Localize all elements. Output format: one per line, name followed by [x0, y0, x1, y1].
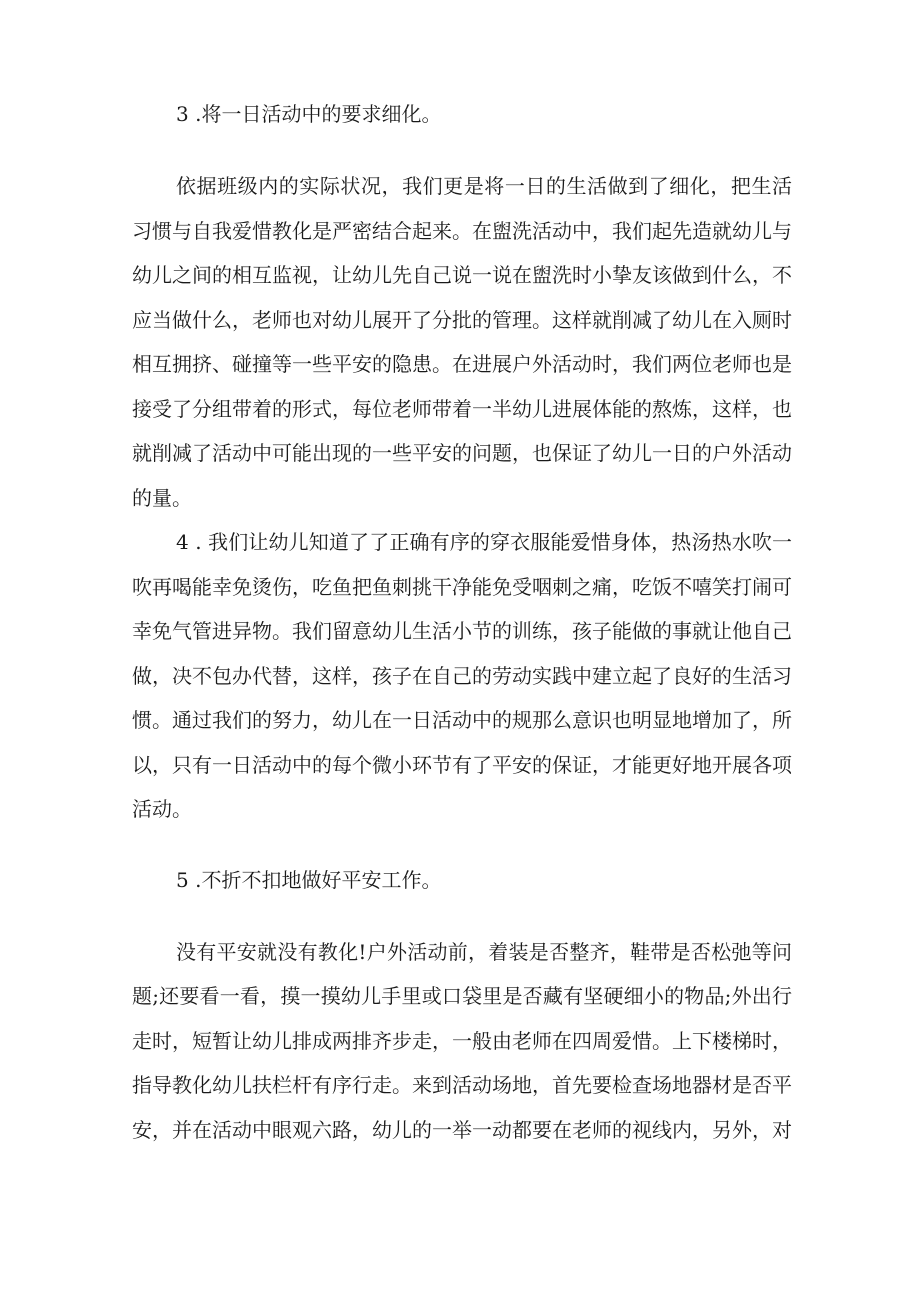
- paragraph-safety-work: 没有平安就没有教化!户外活动前，着装是否整齐，鞋带是否松弛等问题;还要看一看，摸一摸幼儿手里或口袋里是否藏有坚硬细小的物品;外出行走时，短暂让幼儿排成两排齐步走，一般由老师在四周爱惜。上下楼梯时，指导教化幼儿扶栏杆有序行走。来到活动场地，首先要检查场地器材是否平安，并在活动中眼观六路，幼儿的一举一动都要在老师的视线内，另外，对: [132, 939, 792, 1142]
- section-heading-5: 5 .不折不扣地做好平安工作。: [176, 867, 442, 892]
- paragraph-daily-routine: 依据班级内的实际状况，我们更是将一日的生活做到了细化，把生活习惯与自我爱惜教化是严密结合起来。在盥洗活动中，我们起先造就幼儿与幼儿之间的相互监视，让幼儿先自己说一说在盥洗时小挚友该做到什么，不应当做什么，老师也对幼儿展开了分批的管理。这样就削减了幼儿在入厕时相互拥挤、碰撞等一些平安的隐患。在进展户外活动时，我们两位老师也是接受了分组带着的形式，每位老师带着一半幼儿进展体能的熬炼，这样，也就削减了活动中可能出现的一些平安的问题，也保证了幼儿一日的户外活动的量。: [132, 174, 792, 510]
- document-page: [132, 92, 792, 1152]
- paragraph-item-4: 4 . 我们让幼儿知道了了正确有序的穿衣服能爱惜身体，热汤热水吹一吹再喝能幸免烫伤，吃鱼把鱼刺挑干净能免受咽刺之痛，吃饭不嘻笑打闹可幸免气管进异物。我们留意幼儿生活小节的训练，孩子能做的事就让他自己做，决不包办代替，这样，孩子在自己的劳动实践中建立起了良好的生活习惯。通过我们的努力，幼儿在一日活动中的规那么意识也明显地增加了，所以，只有一日活动中的每个微小环节有了平安的保证，才能更好地开展各项活动。: [132, 530, 792, 821]
- section-heading-3: 3 .将一日活动中的要求细化。: [176, 102, 442, 126]
